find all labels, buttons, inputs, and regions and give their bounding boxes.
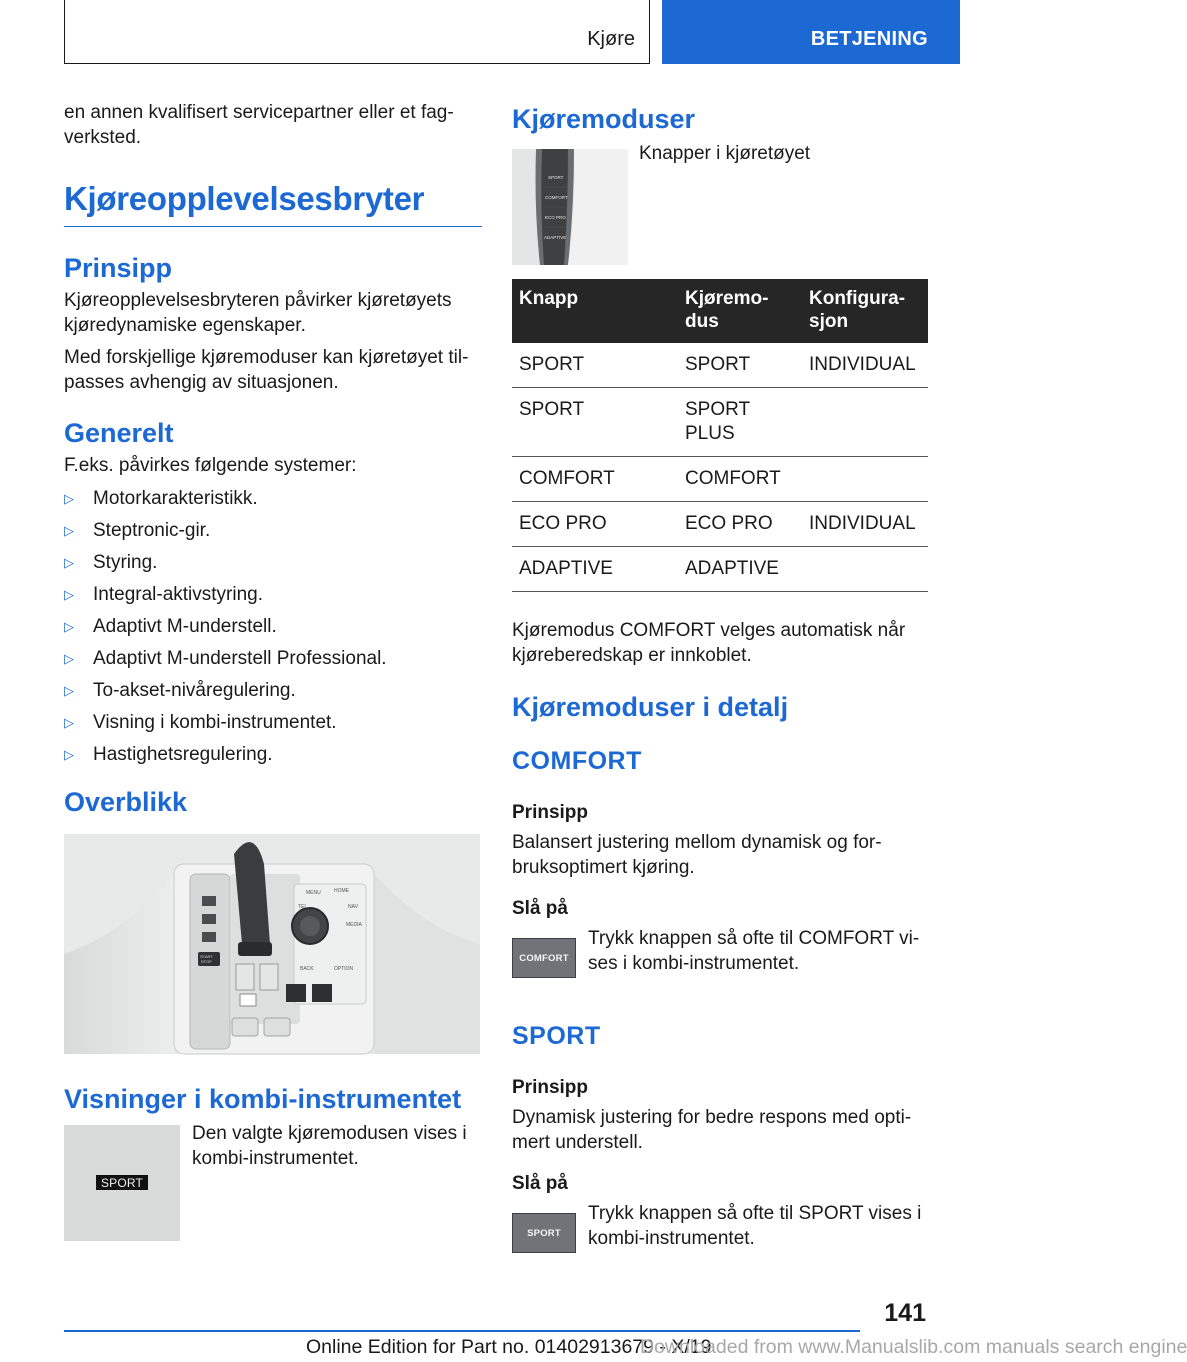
watermark-link[interactable]: Downloaded from www.Manualslib.com manuals search engine [640, 1336, 1187, 1358]
list-item: ▷ To-akset-nivåregulering. [64, 680, 296, 701]
intro-text: en annen kvalifisert servicepartner eller et fag-verksted. [64, 102, 454, 148]
triangle-bullet-icon: ▷ [64, 715, 74, 730]
sport-activate-label: Slå på [512, 1173, 568, 1194]
list-item: ▷ Adaptivt M-understell. [64, 616, 277, 637]
table-cell: COMFORT [678, 457, 802, 502]
left-column [64, 100, 482, 1241]
console-label-nav: NAV [348, 904, 358, 910]
console-label-tel: TEL [298, 904, 308, 910]
triangle-bullet-icon: ▷ [64, 491, 74, 506]
table-header-cell: Kjøremo-dus [678, 279, 802, 343]
list-item: ▷ Steptronic-gir. [64, 520, 211, 541]
modes-table [512, 279, 928, 592]
comfort-activate-text: Trykk knappen så ofte til COMFORT vi-ses i kombi-instrumentet. [588, 928, 920, 974]
table-cell [802, 457, 928, 502]
display-text: Den valgte kjøremodusen vises i kombi-instrumentet. [192, 1123, 467, 1169]
sport-activate-text: Trykk knappen så ofte til SPORT vises i kombi-instrumentet. [588, 1203, 922, 1249]
table-cell [802, 547, 928, 592]
console-label-home: HOME [334, 888, 349, 894]
panel-label-adaptive: ADAPTIVE [544, 235, 567, 240]
header-chapter-label: BETJENING [810, 28, 928, 50]
table-row [512, 457, 928, 502]
table-cell: INDIVIDUAL [802, 343, 928, 388]
watermark-visible[interactable] [640, 1336, 1187, 1360]
list-item: ▷ Styring. [64, 552, 158, 573]
panel-label-sport: SPORT [548, 175, 564, 180]
buttons-caption: Knapper i kjøretøyet [639, 143, 811, 164]
comfort-activate-label: Slå på [512, 898, 568, 919]
triangle-bullet-icon: ▷ [64, 587, 74, 602]
table-cell: ADAPTIVE [678, 547, 802, 592]
mode-buttons-illustration [512, 149, 628, 265]
panel-label-comfort: COMFORT [545, 195, 568, 200]
sport-button-image: SPORT [512, 1213, 576, 1253]
triangle-bullet-icon: ▷ [64, 555, 74, 570]
header-section-box [64, 0, 650, 64]
sport-heading: SPORT [512, 1022, 601, 1050]
header-chapter-tab[interactable] [662, 0, 960, 64]
general-heading: Generelt [64, 418, 174, 448]
console-label-option: OPTION [334, 966, 354, 972]
triangle-bullet-icon: ▷ [64, 747, 74, 762]
comfort-principle-text: Balansert justering mellom dynamisk og for-bruksoptimert kjøring. [512, 832, 882, 878]
mode-buttons-image [512, 149, 628, 265]
table-row [512, 502, 928, 547]
table-cell: ECO PRO [512, 502, 678, 547]
principle-paragraph-2: Med forskjellige kjøremoduser kan kjøretøyet til-passes avhengig av situasjonen. [64, 347, 469, 393]
table-header-row [512, 279, 928, 343]
general-intro: F.eks. påvirkes følgende systemer: [64, 455, 357, 476]
list-item: ▷ Integral-aktivstyring. [64, 584, 264, 605]
table-cell: SPORT [678, 343, 802, 388]
detail-heading: Kjøremoduser i detalj [512, 692, 789, 722]
page-number: 141 [884, 1299, 926, 1327]
list-item: ▷ Motorkarakteristikk. [64, 488, 258, 509]
console-label-back: BACK [300, 966, 314, 972]
table-cell: ECO PRO [678, 502, 802, 547]
table-cell: SPORT [512, 388, 678, 457]
center-console-image [64, 834, 480, 1054]
triangle-bullet-icon: ▷ [64, 619, 74, 634]
page-title: Kjøreopplevelsesbryter [64, 180, 482, 227]
systems-list [64, 486, 482, 767]
display-heading: Visninger i kombi-instrumentet [64, 1084, 462, 1114]
console-label-start: START [200, 954, 213, 959]
overview-heading: Overblikk [64, 787, 188, 817]
header-section-title: Kjøre [587, 28, 635, 50]
center-console-illustration [64, 834, 480, 1054]
modes-heading: Kjøremoduser [512, 104, 696, 134]
table-header-cell: Konfigura-sjon [802, 279, 928, 343]
panel-label-eco-pro: ECO PRO [545, 215, 566, 220]
table-row [512, 388, 928, 457]
comfort-button-image: COMFORT [512, 938, 576, 978]
edition-text: Online Edition for Part no. 01402913679 - X/19 [306, 1336, 712, 1358]
list-item: ▷ Hastighetsregulering. [64, 744, 273, 765]
table-row [512, 343, 928, 388]
table-row [512, 547, 928, 592]
console-label-menu: MENU [306, 890, 321, 896]
list-item: ▷ Adaptivt M-understell Professional. [64, 648, 387, 669]
table-cell: INDIVIDUAL [802, 502, 928, 547]
principle-paragraph-1: Kjøreopplevelsesbryteren påvirker kjøretøyets kjøredynamiske egenskaper. [64, 290, 452, 336]
sport-principle-text: Dynamisk justering for bedre respons med opti-mert understell. [512, 1107, 912, 1153]
table-cell: SPORT PLUS [678, 388, 802, 457]
display-sport-badge: SPORT [96, 1175, 148, 1190]
display-image [64, 1125, 180, 1241]
footer-divider [64, 1330, 860, 1332]
table-cell [802, 388, 928, 457]
table-header-cell: Knapp [512, 279, 678, 343]
table-cell: ADAPTIVE [512, 547, 678, 592]
comfort-heading: COMFORT [512, 747, 642, 775]
table-cell: COMFORT [512, 457, 678, 502]
sport-principle-label: Prinsipp [512, 1077, 589, 1098]
table-cell: SPORT [512, 343, 678, 388]
right-column [512, 100, 928, 1265]
console-label-stop: STOP [201, 959, 212, 964]
principle-heading: Prinsipp [64, 253, 173, 283]
triangle-bullet-icon: ▷ [64, 651, 74, 666]
auto-mode-note: Kjøremodus COMFORT velges automatisk når kjøreberedskap er innkoblet. [512, 620, 906, 666]
triangle-bullet-icon: ▷ [64, 523, 74, 538]
console-label-media: MEDIA [346, 922, 362, 928]
comfort-principle-label: Prinsipp [512, 802, 589, 823]
triangle-bullet-icon: ▷ [64, 683, 74, 698]
list-item: ▷ Visning i kombi-instrumentet. [64, 712, 337, 733]
